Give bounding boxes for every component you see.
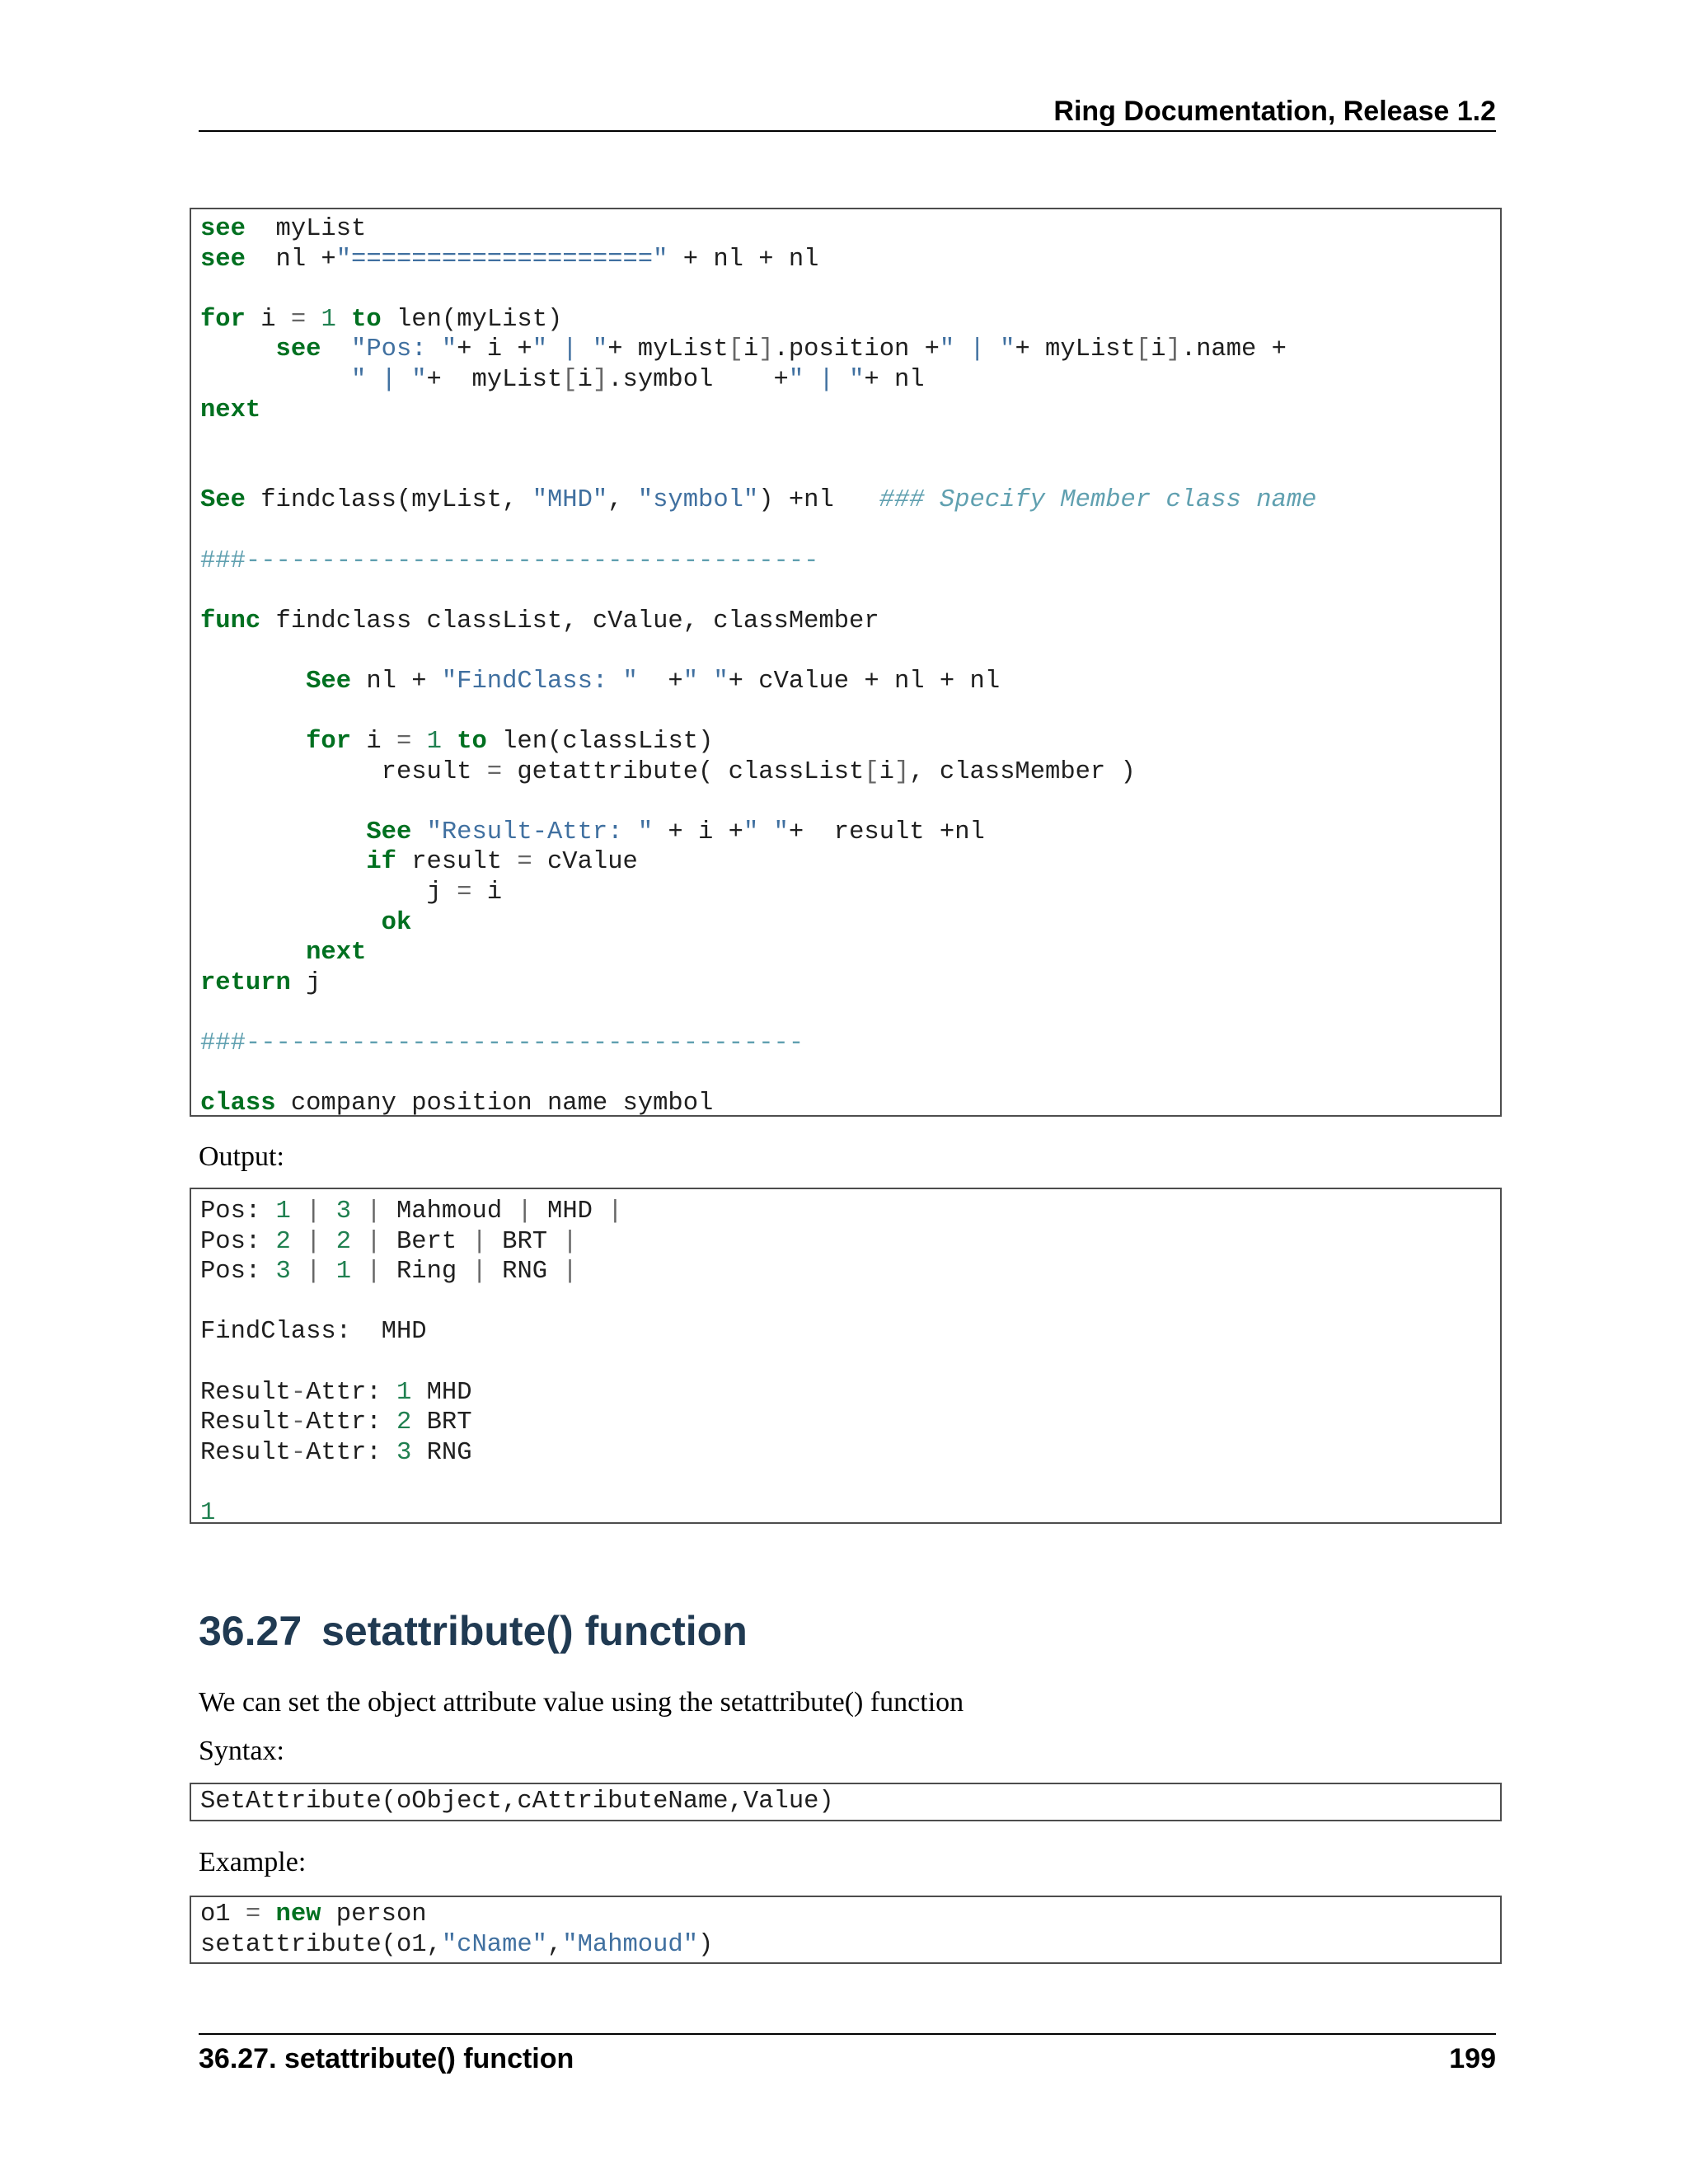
code-token: for bbox=[306, 728, 352, 757]
code-token: " " bbox=[682, 667, 729, 696]
syntax-code: SetAttribute(oObject,cAttributeName,Value) bbox=[200, 1788, 834, 1816]
footer-section-ref: 36.27. setattribute() function bbox=[199, 2043, 574, 2074]
code-token: = bbox=[290, 305, 307, 334]
code-token: ] bbox=[758, 335, 774, 364]
page-header bbox=[199, 92, 1496, 132]
code-token: 3 bbox=[396, 1438, 412, 1467]
code-token: ] bbox=[893, 757, 910, 786]
code-block-output bbox=[190, 1188, 1502, 1527]
output-listing bbox=[191, 1189, 1500, 1529]
code-line: See "Result-Attr: " + i +" "+ result +nl bbox=[366, 818, 985, 846]
code-token: 2 bbox=[275, 1227, 291, 1256]
code-token: see bbox=[275, 335, 321, 364]
code-token: " | " bbox=[939, 335, 1015, 364]
code-line: See findclass(myList, "MHD", "symbol") +nl ### Specify Member class name bbox=[200, 486, 1317, 515]
code-token: | bbox=[607, 1197, 623, 1226]
section-number: 36.27 bbox=[199, 1608, 302, 1654]
code-token: return bbox=[200, 968, 291, 997]
code-line: Result-Attr: 3 RNG bbox=[200, 1438, 472, 1467]
code-token: " " bbox=[743, 818, 789, 846]
code-token: See bbox=[200, 486, 246, 515]
code-token: ### Specify Member class name bbox=[879, 486, 1317, 515]
syntax-label: Syntax: bbox=[199, 1736, 284, 1766]
section-description: We can set the object attribute value using the setattribute() function bbox=[199, 1687, 964, 1718]
code-token: [ bbox=[562, 365, 578, 394]
code-token: | bbox=[366, 1197, 382, 1226]
code-token: 1 bbox=[396, 1378, 412, 1407]
section-heading bbox=[199, 1605, 748, 1657]
code-token: see bbox=[200, 245, 246, 274]
code-token: ] bbox=[592, 365, 608, 394]
code-token: 1 bbox=[275, 1197, 291, 1226]
code-token: = bbox=[517, 848, 532, 877]
code-token: 1 bbox=[335, 1258, 352, 1286]
page-number: 199 bbox=[1449, 2043, 1496, 2074]
code-token: 1 bbox=[200, 1498, 216, 1527]
code-token: | bbox=[306, 1227, 321, 1256]
code-line: return j bbox=[200, 968, 321, 997]
code-line bbox=[200, 1029, 804, 1057]
code-block-setattribute-example bbox=[190, 1896, 1502, 1964]
code-line bbox=[200, 1499, 215, 1527]
code-line: Pos: 2 | 2 | Bert | BRT | bbox=[200, 1227, 578, 1256]
code-token: "Result-Attr: " bbox=[426, 818, 654, 846]
code-token: "====================" bbox=[335, 245, 668, 274]
code-token: next bbox=[306, 939, 367, 968]
code-token: for bbox=[200, 305, 246, 334]
code-token: See bbox=[306, 667, 352, 696]
code-token: - bbox=[290, 1408, 307, 1437]
code-line bbox=[200, 396, 260, 424]
code-line: class company position name symbol bbox=[200, 1090, 714, 1118]
code-line: " | "+ myList[i].symbol +" | "+ nl bbox=[351, 365, 925, 394]
code-token: 1 bbox=[321, 305, 336, 334]
code-token: "cName" bbox=[441, 1930, 547, 1959]
code-token: ###------------------------------------- bbox=[200, 1029, 804, 1058]
code-line: if result = cValue bbox=[366, 848, 638, 877]
code-token: to bbox=[351, 305, 382, 334]
code-line: Result-Attr: 2 BRT bbox=[200, 1408, 472, 1437]
code-token: | bbox=[471, 1258, 487, 1286]
code-token: ###-------------------------------------- bbox=[200, 546, 819, 575]
code-line: for i = 1 to len(classList) bbox=[306, 728, 714, 757]
code-line: func findclass classList, cValue, classMember bbox=[200, 607, 879, 635]
code-token: | bbox=[562, 1258, 578, 1286]
code-line: see myList bbox=[200, 215, 367, 243]
code-token: to bbox=[457, 728, 487, 757]
code-token: 3 bbox=[335, 1197, 352, 1226]
example-code bbox=[191, 1897, 1500, 1960]
code-block-syntax bbox=[190, 1783, 1502, 1821]
code-token: "Mahmoud" bbox=[562, 1930, 699, 1959]
code-token: | bbox=[306, 1197, 321, 1226]
code-token: = bbox=[486, 757, 503, 786]
code-line: FindClass: MHD bbox=[200, 1318, 427, 1347]
code-token: | bbox=[366, 1258, 382, 1286]
code-line: Pos: 1 | 3 | Mahmoud | MHD | bbox=[200, 1197, 623, 1226]
code-token: 3 bbox=[275, 1258, 291, 1286]
document-title: Ring Documentation, Release 1.2 bbox=[1053, 96, 1496, 127]
code-line bbox=[200, 909, 411, 937]
code-line: see nl +"====================" + nl + nl bbox=[200, 245, 819, 274]
code-token: 1 bbox=[426, 728, 442, 757]
code-token: " | " bbox=[351, 365, 427, 394]
code-token: [ bbox=[864, 757, 879, 786]
code-token: "FindClass: " bbox=[441, 667, 638, 696]
section-title-text: setattribute() function bbox=[321, 1608, 748, 1654]
code-line bbox=[200, 939, 366, 967]
code-token: = bbox=[245, 1900, 261, 1929]
code-token: | bbox=[517, 1197, 532, 1226]
code-token: ok bbox=[381, 908, 412, 937]
code-token: if bbox=[366, 848, 396, 877]
code-token: | bbox=[366, 1227, 382, 1256]
code-token: ] bbox=[1165, 335, 1181, 364]
code-line: Result-Attr: 1 MHD bbox=[200, 1378, 472, 1407]
code-line: o1 = new person bbox=[200, 1900, 427, 1929]
code-line bbox=[200, 547, 818, 575]
code-line: setattribute(o1,"cName","Mahmoud") bbox=[200, 1930, 714, 1959]
code-line: j = i bbox=[200, 879, 503, 907]
code-token: = bbox=[396, 728, 412, 757]
code-token: - bbox=[290, 1378, 307, 1407]
code-token: | bbox=[306, 1258, 321, 1286]
code-token: See bbox=[366, 818, 412, 846]
code-line: See nl + "FindClass: " +" "+ cValue + nl + nl bbox=[306, 667, 1001, 696]
code-block-findclass-example bbox=[190, 208, 1502, 1117]
code-token: func bbox=[200, 607, 261, 635]
code-line: Pos: 3 | 1 | Ring | RNG | bbox=[200, 1258, 578, 1286]
code-line: for i = 1 to len(myList) bbox=[200, 305, 563, 334]
code-token: " | " bbox=[532, 335, 608, 364]
code-listing bbox=[191, 209, 1500, 1119]
code-token: [ bbox=[1135, 335, 1151, 364]
code-token: = bbox=[457, 879, 472, 907]
code-token: 2 bbox=[335, 1227, 352, 1256]
code-token: " | " bbox=[788, 365, 865, 394]
output-label: Output: bbox=[199, 1141, 284, 1172]
code-token: next bbox=[200, 396, 261, 424]
code-token: | bbox=[471, 1227, 487, 1256]
code-token: new bbox=[275, 1900, 321, 1929]
code-token: | bbox=[562, 1227, 578, 1256]
code-token: see bbox=[200, 215, 246, 243]
code-token: "Pos: " bbox=[351, 335, 457, 364]
code-token: - bbox=[290, 1438, 307, 1467]
code-line: see "Pos: "+ i +" | "+ myList[i].position +" | "+ myList[i].name + bbox=[275, 335, 1287, 364]
page-footer bbox=[199, 2033, 1496, 2084]
code-token: [ bbox=[728, 335, 743, 364]
code-token: "MHD" bbox=[532, 486, 608, 515]
example-label: Example: bbox=[199, 1847, 307, 1877]
code-line: result = getattribute( classList[i], classMember ) bbox=[200, 757, 1136, 786]
code-token: "symbol" bbox=[637, 486, 759, 515]
code-token: class bbox=[200, 1090, 276, 1118]
code-token: 2 bbox=[396, 1408, 412, 1437]
